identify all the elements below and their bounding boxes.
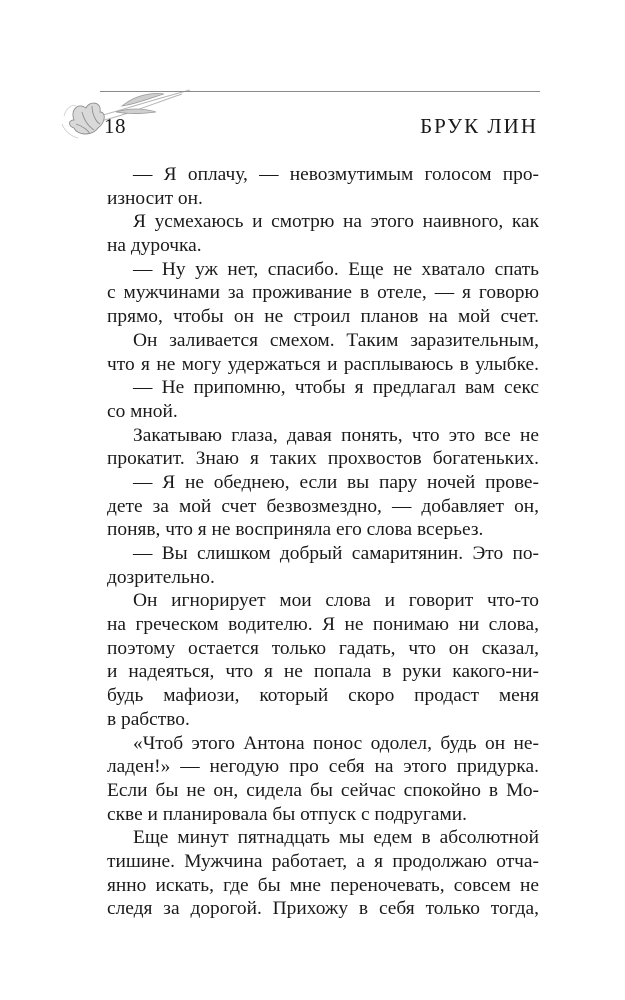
text-line: Он заливается смехом. Таким заразительным, (133, 329, 539, 351)
running-head-author: БРУК ЛИН (420, 114, 538, 138)
text-line: Если бы не он, сидела бы сейчас спокойно в Мо- (107, 779, 539, 801)
text-line: тишине. Мужчина работает, а я продолжаю отча- (107, 850, 539, 872)
text-line: прямо, чтобы он не строил планов на мой счет. (107, 306, 539, 328)
text-line: дете за мой счет безвозмездно, — добавляет он, (107, 495, 539, 517)
text-line: — Не припомню, чтобы я предлагал вам секс (133, 377, 539, 399)
tulip-flower-icon (52, 72, 192, 152)
text-line: скве и планировала бы отпуск с подругами. (107, 803, 467, 825)
text-line: износит он. (107, 187, 203, 209)
text-line: — Ну уж нет, спасибо. Еще не хватало спать (133, 258, 539, 280)
text-line: — Вы слишком добрый самаритянин. Это по- (133, 543, 539, 564)
header-rule (100, 91, 540, 92)
text-line: и надеяться, что я не попала в руки какого-ни- (107, 661, 539, 683)
text-line: на греческом водителю. Я не понимаю ни слова, (107, 614, 539, 636)
text-line: что я не могу удержаться и расплываюсь в улыбке. (107, 353, 539, 375)
text-line: дозрительно. (107, 566, 215, 588)
text-line: — Я не обеднею, если вы пару ночей прове- (133, 471, 539, 493)
text-line: — Я оплачу, — невозмутимым голосом про- (133, 164, 539, 185)
text-line: следя за дорогой. Прихожу в себя только тогда, (107, 898, 539, 920)
text-line: поэтому остается только гадать, что он сказал, (107, 637, 539, 659)
text-line: Еще минут пятнадцать мы едем в абсолютной (133, 827, 539, 849)
text-line: на дурочка. (107, 235, 202, 257)
text-line: «Чтоб этого Антона понос одолел, будь он не- (133, 732, 539, 754)
text-line: Он игнорирует мои слова и говорит что-то (133, 590, 539, 612)
body-text (107, 163, 539, 921)
text-line: прокатит. Знаю я таких прохвостов богатеньких. (107, 448, 539, 470)
text-line: будь мафиози, который скоро продаст меня (107, 685, 539, 707)
page-number: 18 (104, 114, 126, 138)
text-line: с мужчинами за проживание в отеле, — я говорю (107, 282, 539, 304)
text-line: поняв, что я не восприняла его слова всерьез. (107, 519, 484, 541)
text-line: со мной. (107, 400, 178, 422)
text-line: Я усмехаюсь и смотрю на этого наивного, как (133, 211, 539, 233)
text-line: Закатываю глаза, давая понять, что это все не (133, 424, 539, 446)
text-line: в рабство. (107, 708, 190, 730)
text-line: янно искать, где бы мне переночевать, совсем не (107, 874, 539, 896)
text-line: ладен!» — негодую про себя на этого придурка. (107, 756, 539, 778)
